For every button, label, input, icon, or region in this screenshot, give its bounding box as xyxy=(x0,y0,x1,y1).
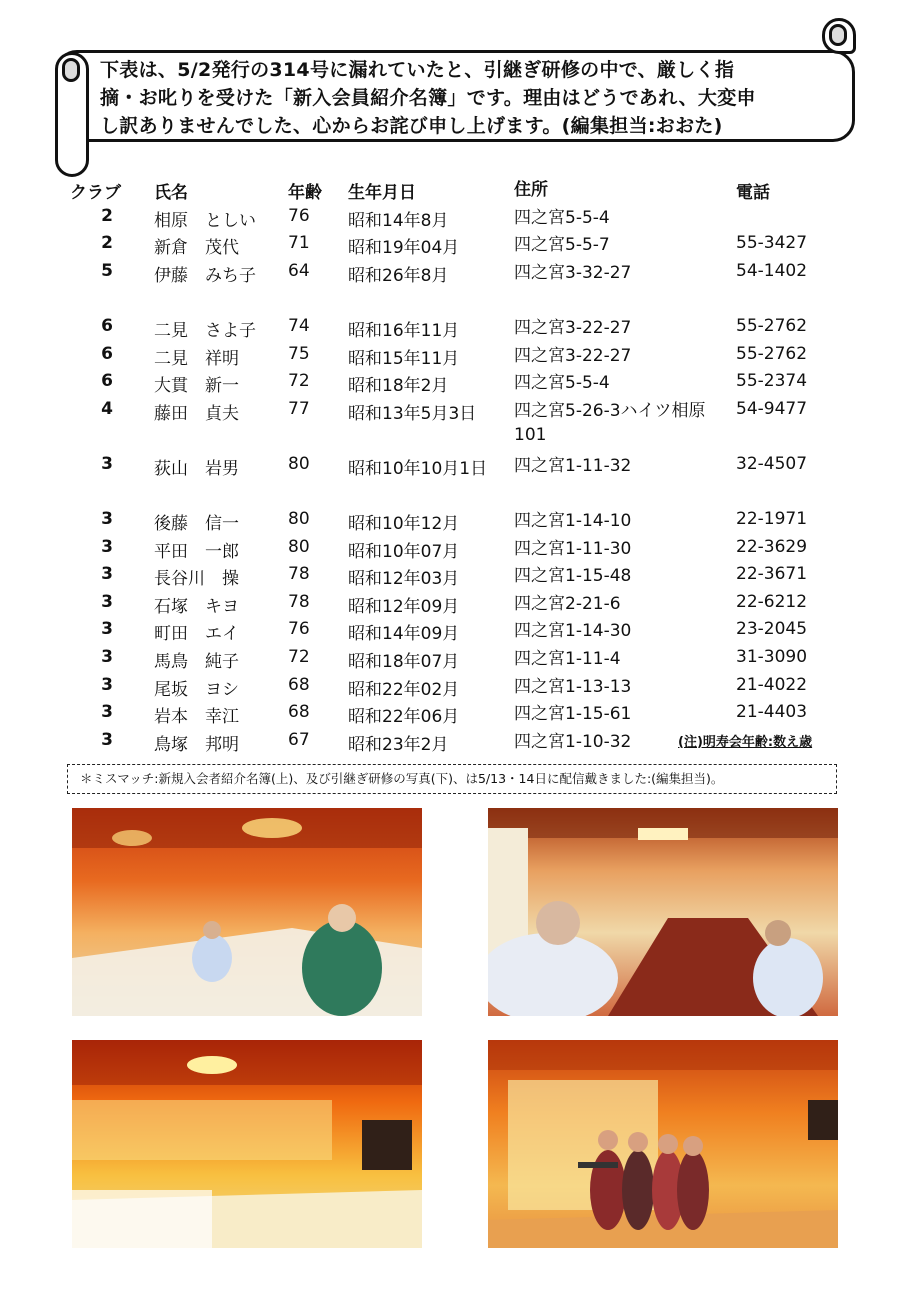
header-address: 住所 xyxy=(514,180,548,200)
cell-name: 石塚 キヨ xyxy=(154,596,239,617)
cell-club: 4 xyxy=(101,398,113,419)
cell-club: 3 xyxy=(101,729,113,750)
age-note: (注)明寿会年齢:数え歳 xyxy=(678,734,813,750)
cell-phone: 54-9477 xyxy=(736,398,808,419)
cell-age: 76 xyxy=(288,619,310,640)
cell-age: 80 xyxy=(288,536,310,557)
cell-club: 3 xyxy=(101,591,113,612)
cell-age: 76 xyxy=(288,205,310,226)
cell-club: 3 xyxy=(101,646,113,667)
cell-address: 四之宮3-22-27 xyxy=(514,317,632,338)
cell-age: 78 xyxy=(288,564,310,585)
cell-club: 3 xyxy=(101,536,113,557)
cell-age: 72 xyxy=(288,371,310,392)
cell-dob: 昭和22年06月 xyxy=(348,707,460,728)
photo-dining-table xyxy=(488,808,838,1016)
cell-club: 3 xyxy=(101,702,113,723)
cell-club: 3 xyxy=(101,453,113,474)
table-row xyxy=(70,728,850,756)
cell-dob: 昭和23年2月 xyxy=(348,734,449,755)
table-body xyxy=(70,204,850,756)
cell-club: 6 xyxy=(101,343,113,364)
cell-age: 71 xyxy=(288,233,310,254)
cell-dob: 昭和14年8月 xyxy=(348,210,449,231)
cell-address: 四之宮1-11-4 xyxy=(514,648,621,669)
cell-address: 四之宮2-21-6 xyxy=(514,593,621,614)
cell-address: 四之宮1-14-10 xyxy=(514,510,632,531)
cell-age: 74 xyxy=(288,315,310,336)
table-row xyxy=(70,673,850,701)
cell-name: 二見 祥明 xyxy=(154,348,239,369)
mismatch-notice: ＊ミスマッチ:新規入会者紹介名簿(上)、及び引継ぎ研修の写真(下)、は5/13・14日に配信戴きました:(編集担当)。 xyxy=(67,764,837,794)
cell-age: 80 xyxy=(288,453,310,474)
cell-age: 78 xyxy=(288,591,310,612)
cell-name: 町田 エイ xyxy=(154,624,239,645)
cell-dob: 昭和10年12月 xyxy=(348,513,460,534)
cell-name: 新倉 茂代 xyxy=(154,238,239,259)
cell-dob: 昭和22年02月 xyxy=(348,679,460,700)
cell-name: 平田 一郎 xyxy=(154,541,239,562)
table-row xyxy=(70,617,850,645)
cell-phone: 32-4507 xyxy=(736,453,808,474)
cell-phone: 55-2374 xyxy=(736,371,808,392)
cell-phone: 22-3629 xyxy=(736,536,808,557)
table-row xyxy=(70,645,850,673)
cell-address: 四之宮5-5-7 xyxy=(514,235,610,256)
header-dob: 生年月日 xyxy=(348,183,416,203)
scroll-left-curl-inner xyxy=(62,58,80,82)
cell-address: 四之宮1-15-61 xyxy=(514,704,632,725)
photo-karaoke-singers xyxy=(488,1040,838,1248)
cell-phone: 31-3090 xyxy=(736,646,808,667)
apology-message xyxy=(100,56,840,140)
photo-banquet-hall xyxy=(72,808,422,1016)
table-row xyxy=(70,259,850,287)
table-row xyxy=(70,204,850,232)
cell-dob: 昭和26年8月 xyxy=(348,265,449,286)
cell-age: 67 xyxy=(288,729,310,750)
cell-address: 四之宮1-10-32 xyxy=(514,731,632,752)
cell-name: 二見 さよ子 xyxy=(154,320,256,341)
table-header-row xyxy=(70,176,850,204)
cell-name: 長谷川 操 xyxy=(154,569,239,590)
header-club: クラブ xyxy=(70,183,121,203)
member-table xyxy=(70,176,850,755)
cell-dob: 昭和13年5月3日 xyxy=(348,403,477,424)
cell-address: 四之宮1-11-32 xyxy=(514,455,632,476)
cell-name: 相原 としい xyxy=(154,210,256,231)
cell-phone: 22-6212 xyxy=(736,591,808,612)
table-row xyxy=(70,397,850,452)
cell-name: 尾坂 ヨシ xyxy=(154,679,239,700)
table-row xyxy=(70,590,850,618)
cell-phone: 55-3427 xyxy=(736,233,808,254)
table-row xyxy=(70,562,850,590)
table-row xyxy=(70,507,850,535)
cell-age: 77 xyxy=(288,398,310,419)
apology-line-2: 摘・お叱りを受けた「新入会員紹介名簿」です。理由はどうであれ、大変申 xyxy=(100,87,756,109)
cell-club: 6 xyxy=(101,371,113,392)
cell-dob: 昭和18年2月 xyxy=(348,376,449,397)
cell-address: 四之宮1-11-30 xyxy=(514,538,632,559)
table-row xyxy=(70,369,850,397)
cell-club: 2 xyxy=(101,205,113,226)
cell-address: 四之宮1-13-13 xyxy=(514,676,632,697)
cell-name: 大貫 新一 xyxy=(154,376,239,397)
cell-address: 四之宮1-14-30 xyxy=(514,621,632,642)
cell-dob: 昭和14年09月 xyxy=(348,624,460,645)
cell-phone: 21-4403 xyxy=(736,702,808,723)
cell-name: 伊藤 みち子 xyxy=(154,265,256,286)
cell-name: 後藤 信一 xyxy=(154,513,239,534)
cell-name: 岩本 幸江 xyxy=(154,707,239,728)
header-age: 年齢 xyxy=(288,183,322,203)
cell-dob: 昭和10年07月 xyxy=(348,541,460,562)
cell-dob: 昭和18年07月 xyxy=(348,651,460,672)
table-row xyxy=(70,231,850,259)
header-phone: 電話 xyxy=(736,183,770,203)
cell-age: 75 xyxy=(288,343,310,364)
cell-address: 四之宮5-26-3ハイツ相原101 xyxy=(514,400,706,445)
cell-phone: 55-2762 xyxy=(736,343,808,364)
cell-age: 64 xyxy=(288,260,310,281)
cell-dob: 昭和19年04月 xyxy=(348,238,460,259)
cell-dob: 昭和15年11月 xyxy=(348,348,460,369)
cell-address: 四之宮3-22-27 xyxy=(514,345,632,366)
cell-club: 3 xyxy=(101,674,113,695)
cell-dob: 昭和12年09月 xyxy=(348,596,460,617)
cell-age: 68 xyxy=(288,702,310,723)
apology-line-3: し訳ありませんでした、心からお詫び申し上げます。(編集担当:おおた) xyxy=(100,115,723,137)
cell-club: 5 xyxy=(101,260,113,281)
cell-club: 3 xyxy=(101,619,113,640)
cell-club: 6 xyxy=(101,315,113,336)
table-row xyxy=(70,535,850,563)
cell-age: 68 xyxy=(288,674,310,695)
row-spacer xyxy=(70,479,850,507)
table-row xyxy=(70,700,850,728)
cell-phone: 22-1971 xyxy=(736,508,808,529)
row-spacer xyxy=(70,286,850,314)
cell-dob: 昭和12年03月 xyxy=(348,569,460,590)
table-row xyxy=(70,342,850,370)
cell-phone: 54-1402 xyxy=(736,260,808,281)
cell-phone: 21-4022 xyxy=(736,674,808,695)
table-row xyxy=(70,314,850,342)
cell-address: 四之宮5-5-4 xyxy=(514,373,610,394)
cell-age: 80 xyxy=(288,508,310,529)
header-name: 氏名 xyxy=(154,183,188,203)
cell-address: 四之宮1-15-48 xyxy=(514,566,632,587)
cell-phone: 22-3671 xyxy=(736,564,808,585)
cell-address: 四之宮5-5-4 xyxy=(514,207,610,228)
scroll-right-curl-inner xyxy=(829,24,847,46)
cell-phone: 55-2762 xyxy=(736,315,808,336)
cell-club: 3 xyxy=(101,564,113,585)
cell-phone: 23-2045 xyxy=(736,619,808,640)
cell-dob: 昭和16年11月 xyxy=(348,320,460,341)
cell-club: 3 xyxy=(101,508,113,529)
cell-dob: 昭和10年10月1日 xyxy=(348,458,488,479)
cell-name: 鳥塚 邦明 xyxy=(154,734,239,755)
cell-name: 馬鳥 純子 xyxy=(154,651,239,672)
cell-name: 藤田 貞夫 xyxy=(154,403,239,424)
table-row xyxy=(70,452,850,480)
cell-name: 荻山 岩男 xyxy=(154,458,239,479)
photo-stage-room xyxy=(72,1040,422,1248)
cell-address: 四之宮3-32-27 xyxy=(514,262,632,283)
apology-line-1: 下表は、5/2発行の314号に漏れていたと、引継ぎ研修の中で、厳しく指 xyxy=(100,59,735,81)
cell-age: 72 xyxy=(288,646,310,667)
cell-club: 2 xyxy=(101,233,113,254)
